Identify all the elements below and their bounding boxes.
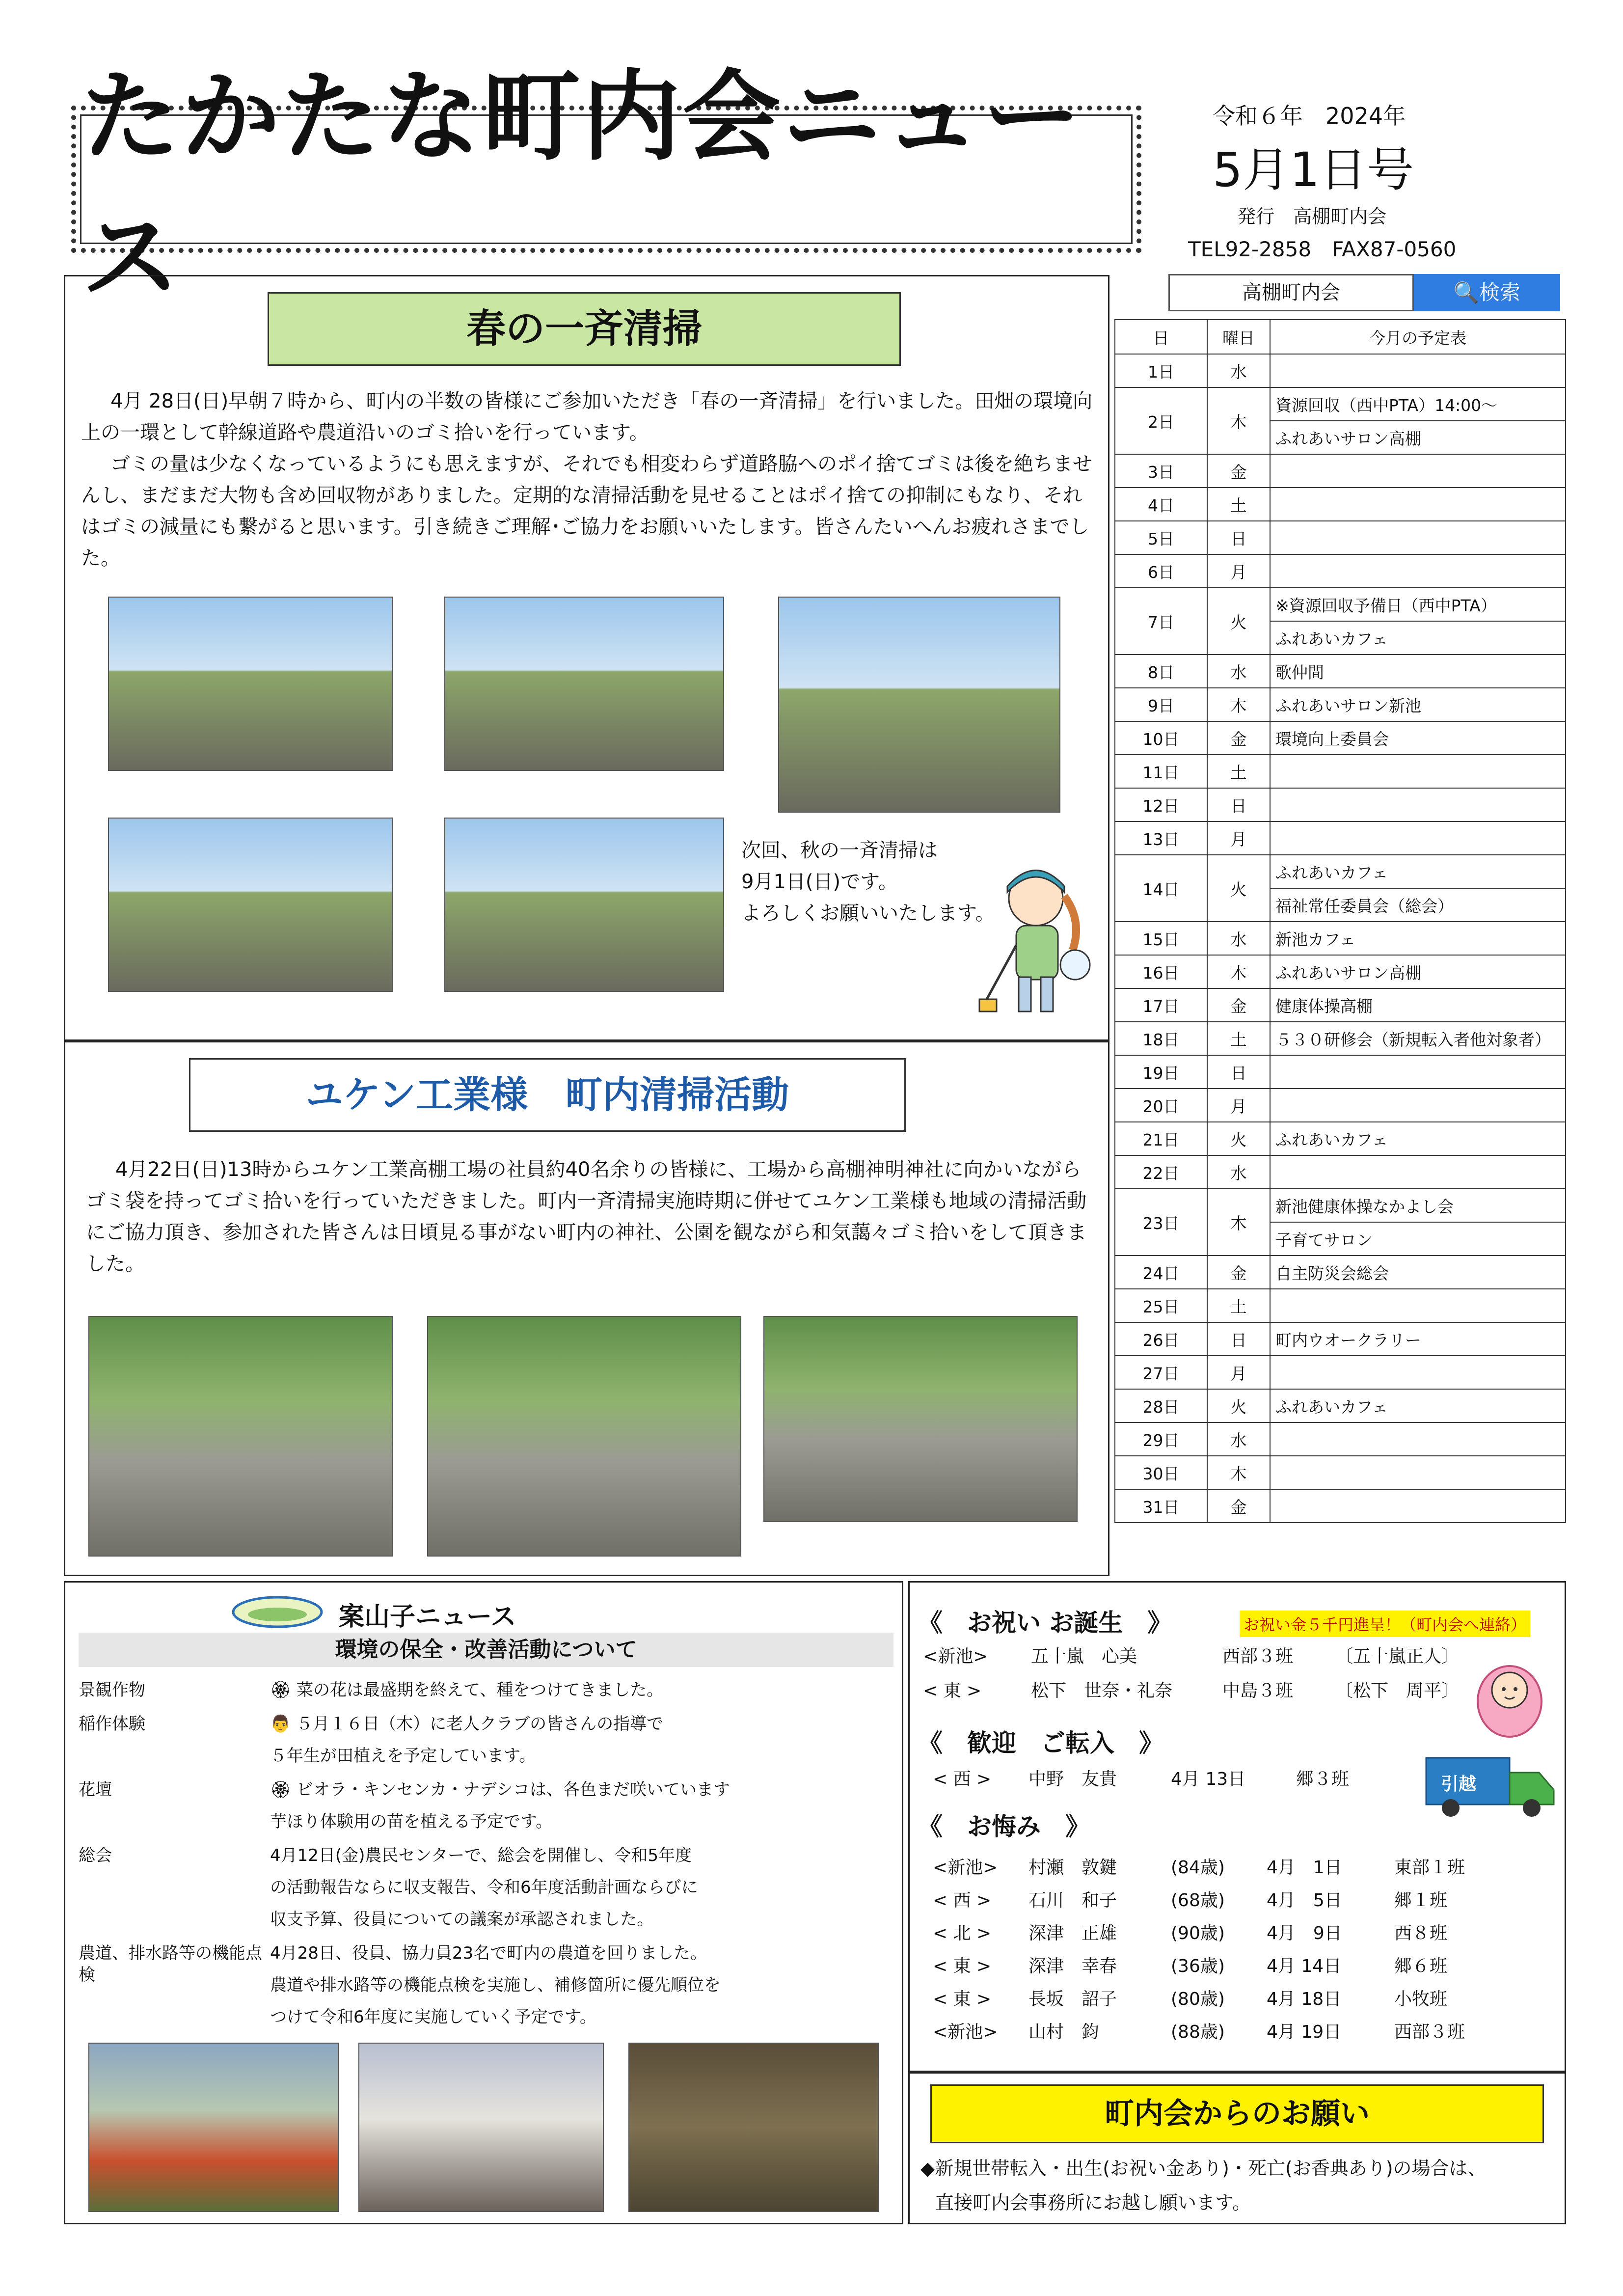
condolence-name: 深津 正雄 — [1028, 1923, 1117, 1943]
kakashi-logo-icon — [231, 1595, 324, 1629]
schedule-row — [1115, 1055, 1566, 1089]
schedule-row — [1115, 1256, 1566, 1289]
celebration-group: 中島３班 — [1222, 1681, 1294, 1701]
photo-cleanup-4 — [108, 818, 393, 992]
condolence-age: (90歳) — [1171, 1923, 1225, 1943]
condolence-date: 4月 19日 — [1267, 2022, 1342, 2042]
condolence-area: <新池> — [933, 2022, 998, 2042]
schedule-day: 19日 — [1115, 1055, 1207, 1089]
kakashi-item-line: 芋ほり体験用の苗を植える予定です。 — [270, 1812, 553, 1831]
condolence-name: 石川 和子 — [1028, 1890, 1117, 1911]
schedule-row — [1115, 955, 1566, 988]
condolence-group: 小牧班 — [1394, 1989, 1448, 2009]
kakashi-item-line: 収支予算、役員についての議案が承認されました。 — [270, 1910, 654, 1929]
schedule-event: 資源回収（西中PTA）14:00～ — [1270, 387, 1566, 421]
celebration-name: 五十嵐 心美 — [1031, 1646, 1137, 1667]
celebration-parent: 〔五十嵐正人〕 — [1335, 1646, 1460, 1667]
schedule-dow: 金 — [1207, 988, 1270, 1022]
schedule-day: 22日 — [1115, 1155, 1207, 1189]
schedule-day: 20日 — [1115, 1089, 1207, 1122]
schedule-row — [1115, 1155, 1566, 1189]
schedule-row — [1115, 688, 1566, 721]
condolence-group: 郷１班 — [1394, 1890, 1448, 1911]
cleaning-girl-illustration — [977, 852, 1105, 1029]
yuken-title: ユケン工業様 町内清掃活動 — [189, 1058, 906, 1132]
search-input[interactable]: 高棚町内会 — [1168, 274, 1414, 311]
photo-cleanup-3 — [778, 597, 1060, 813]
schedule-row — [1115, 1489, 1566, 1523]
schedule-event — [1270, 488, 1566, 521]
welcome-group: 郷３班 — [1296, 1769, 1350, 1789]
schedule-row — [1115, 454, 1566, 488]
schedule-row — [1115, 1322, 1566, 1356]
photo-yuken-1 — [88, 1316, 393, 1557]
condolence-title: 《 お悔み 》 — [918, 1812, 1090, 1841]
condolence-age: (88歳) — [1171, 2022, 1225, 2042]
schedule-event: 子育てサロン — [1270, 1222, 1566, 1256]
kakashi-item-line: 農道や排水路等の機能点検を実施し、補修箇所に優先順位を — [270, 1975, 721, 1995]
schedule-day: 24日 — [1115, 1256, 1207, 1289]
kakashi-item-label: 景観作物 — [79, 1680, 145, 1700]
celebration-parent: 〔松下 周平〕 — [1335, 1681, 1460, 1701]
page-title: たかたな町内会ニュース — [81, 60, 1083, 315]
schedule-dow: 木 — [1207, 387, 1270, 454]
next-cleanup-line-3: よろしくお願いいたします。 — [741, 902, 995, 925]
schedule-day: 17日 — [1115, 988, 1207, 1022]
welcome-name: 中野 友貴 — [1028, 1769, 1117, 1789]
schedule-day: 27日 — [1115, 1356, 1207, 1389]
welcome-title: 《 歓迎 ご転入 》 — [918, 1729, 1163, 1757]
schedule-dow: 月 — [1207, 1089, 1270, 1122]
schedule-row — [1115, 1356, 1566, 1389]
schedule-dow: 火 — [1207, 588, 1270, 655]
schedule-dow: 土 — [1207, 755, 1270, 788]
schedule-event — [1270, 1055, 1566, 1089]
schedule-event — [1270, 1489, 1566, 1523]
schedule-header-day: 日 — [1115, 320, 1207, 354]
condolence-date: 4月 9日 — [1267, 1923, 1342, 1943]
schedule-dow: 水 — [1207, 354, 1270, 387]
schedule-day: 18日 — [1115, 1022, 1207, 1055]
schedule-dow: 火 — [1207, 1389, 1270, 1422]
schedule-event: ふれあいサロン新池 — [1270, 688, 1566, 721]
schedule-event: ふれあいカフェ — [1270, 621, 1566, 655]
condolence-age: (36歳) — [1171, 1956, 1225, 1976]
condolence-date: 4月 14日 — [1267, 1956, 1342, 1976]
schedule-dow: 日 — [1207, 788, 1270, 821]
moving-truck-label: 引越 — [1441, 1774, 1477, 1794]
yuken-body — [86, 1154, 1097, 1280]
schedule-event — [1270, 354, 1566, 387]
kakashi-subtitle: 環境の保全・改善活動について — [79, 1633, 893, 1667]
schedule-event — [1270, 1456, 1566, 1489]
schedule-day: 3日 — [1115, 454, 1207, 488]
schedule-dow: 金 — [1207, 721, 1270, 755]
schedule-dow: 水 — [1207, 655, 1270, 688]
schedule-event — [1270, 1155, 1566, 1189]
condolence-age: (80歳) — [1171, 1989, 1225, 2009]
schedule-row — [1115, 554, 1566, 588]
schedule-event: 自主防災会総会 — [1270, 1256, 1566, 1289]
schedule-event: 新池カフェ — [1270, 922, 1566, 955]
schedule-day: 29日 — [1115, 1422, 1207, 1456]
kakashi-title: 案山子ニュース — [339, 1602, 516, 1632]
schedule-row — [1115, 1289, 1566, 1322]
kakashi-item — [79, 1674, 893, 1706]
schedule-row — [1115, 1422, 1566, 1456]
condolence-age: (84歳) — [1171, 1858, 1225, 1878]
schedule-event: ふれあいサロン高棚 — [1270, 955, 1566, 988]
publisher: 発行 高棚町内会 — [1237, 206, 1387, 227]
schedule-row — [1115, 387, 1566, 421]
schedule-row — [1115, 1389, 1566, 1422]
condolence-name: 村瀬 敦鍵 — [1028, 1858, 1117, 1878]
photo-yuken-3 — [763, 1316, 1078, 1522]
kakashi-item-line: 👨 ５月１６日（木）に老人クラブの皆さんの指導で — [270, 1714, 664, 1734]
schedule-day: 1日 — [1115, 354, 1207, 387]
schedule-dow: 土 — [1207, 1022, 1270, 1055]
schedule-event — [1270, 1089, 1566, 1122]
condolence-name: 長坂 詔子 — [1028, 1989, 1117, 2009]
condolence-group: 西８班 — [1394, 1923, 1448, 1943]
schedule-event: ※資源回収予備日（西中PTA） — [1270, 588, 1566, 621]
schedule-day: 14日 — [1115, 855, 1207, 922]
kakashi-item-line: 4月28日、役員、協力員23名で町内の農道を回りました。 — [270, 1943, 707, 1963]
spring-paragraph-1: 4月 28日(日)早朝７時から、町内の半数の皆様にご参加いただき「春の一斉清掃」を行いました。田畑の環境向上の一環として幹線道路や農道沿いのゴミ拾いを行っています。 — [81, 390, 1093, 444]
schedule-dow: 水 — [1207, 1155, 1270, 1189]
kakashi-item-line: の活動報告ならに収支報告、令和6年度活動計画ならびに — [270, 1878, 698, 1897]
schedule-row — [1115, 922, 1566, 955]
schedule-dow: 木 — [1207, 1456, 1270, 1489]
baby-illustration — [1473, 1655, 1546, 1738]
schedule-dow: 土 — [1207, 1289, 1270, 1322]
kakashi-item — [79, 1938, 893, 2033]
kakashi-item — [79, 1774, 893, 1838]
kakashi-item-label: 総会 — [79, 1846, 112, 1865]
photo-cleanup-1 — [108, 597, 393, 771]
condolence-area: <新池> — [933, 1858, 998, 1878]
celebration-note: お祝い金５千円進呈！（町内会へ連絡） — [1240, 1611, 1530, 1637]
kakashi-item-line: 🏵 菜の花は最盛期を終えて、種をつけてきました。 — [270, 1680, 664, 1700]
schedule-event: 福祉常任委員会（総会） — [1270, 888, 1566, 922]
schedule-dow: 月 — [1207, 1356, 1270, 1389]
schedule-event: 環境向上委員会 — [1270, 721, 1566, 755]
schedule-event: ふれあいカフェ — [1270, 1389, 1566, 1422]
schedule-day: 11日 — [1115, 755, 1207, 788]
schedule-day: 12日 — [1115, 788, 1207, 821]
spring-cleanup-title: 春の一斉清掃 — [268, 292, 901, 366]
celebration-area: <新池> — [923, 1646, 988, 1667]
next-cleanup-line-1: 次回、秋の一斉清掃は — [741, 839, 938, 862]
schedule-dow: 木 — [1207, 688, 1270, 721]
schedule-day: 4日 — [1115, 488, 1207, 521]
schedule-row — [1115, 354, 1566, 387]
request-line-1: ◆新規世帯転入・出生(お祝い金あり)・死亡(お香典あり)の場合は、 — [920, 2158, 1487, 2179]
request-line-2: 直接町内会事務所にお越し願います。 — [935, 2192, 1251, 2214]
masthead — [71, 60, 1141, 315]
schedule-day: 26日 — [1115, 1322, 1207, 1356]
welcome-area: < 西 > — [933, 1769, 992, 1789]
celebration-area: < 東 > — [923, 1681, 982, 1701]
schedule-dow: 日 — [1207, 1322, 1270, 1356]
condolence-date: 4月 18日 — [1267, 1989, 1342, 2009]
kakashi-item-label: 花壇 — [79, 1780, 112, 1800]
schedule-dow: 木 — [1207, 1189, 1270, 1256]
schedule-dow: 金 — [1207, 1256, 1270, 1289]
welcome-date: 4月 13日 — [1171, 1769, 1246, 1789]
kakashi-item — [79, 1840, 893, 1936]
schedule-event — [1270, 755, 1566, 788]
schedule-event: 町内ウオークラリー — [1270, 1322, 1566, 1356]
photo-yuken-2 — [427, 1316, 741, 1557]
schedule-dow: 日 — [1207, 1055, 1270, 1089]
schedule-row — [1115, 1189, 1566, 1222]
condolence-name: 山村 鈞 — [1028, 2022, 1100, 2042]
kakashi-item-line: 🏵 ビオラ・キンセンカ・ナデシコは、各色まだ咲いています — [270, 1780, 730, 1800]
photo-kakashi-2 — [358, 2043, 604, 2212]
schedule-event: 健康体操高棚 — [1270, 988, 1566, 1022]
schedule-event — [1270, 554, 1566, 588]
schedule-day: 15日 — [1115, 922, 1207, 955]
next-cleanup-line-2: 9月1日(日)です。 — [741, 871, 898, 893]
schedule-event: ふれあいカフェ — [1270, 855, 1566, 888]
schedule-row — [1115, 1022, 1566, 1055]
schedule-dow: 金 — [1207, 1489, 1270, 1523]
schedule-dow: 火 — [1207, 855, 1270, 922]
kakashi-item — [79, 1708, 893, 1772]
condolence-name: 深津 幸春 — [1028, 1956, 1117, 1976]
schedule-event — [1270, 521, 1566, 554]
photo-kakashi-1 — [88, 2043, 339, 2212]
schedule-day: 13日 — [1115, 821, 1207, 855]
schedule-header-row — [1115, 320, 1566, 354]
condolence-group: 東部１班 — [1394, 1858, 1465, 1878]
condolence-date: 4月 5日 — [1267, 1890, 1342, 1911]
celebration-name: 松下 世奈・礼奈 — [1031, 1681, 1173, 1701]
schedule-day: 25日 — [1115, 1289, 1207, 1322]
search-icon: 🔍 — [1453, 280, 1480, 304]
schedule-day: 21日 — [1115, 1122, 1207, 1155]
schedule-event: 歌仲間 — [1270, 655, 1566, 688]
schedule-row — [1115, 755, 1566, 788]
schedule-dow: 木 — [1207, 955, 1270, 988]
schedule-event — [1270, 1422, 1566, 1456]
schedule-event — [1270, 821, 1566, 855]
condolence-date: 4月 1日 — [1267, 1858, 1342, 1878]
schedule-event: ふれあいカフェ — [1270, 1122, 1566, 1155]
kakashi-item-label: 農道、排水路等の機能点検 — [79, 1943, 262, 1985]
schedule-row — [1115, 1456, 1566, 1489]
schedule-dow: 水 — [1207, 1422, 1270, 1456]
condolence-group: 西部３班 — [1394, 2022, 1465, 2042]
schedule-event — [1270, 454, 1566, 488]
spring-paragraph-2: ゴミの量は少なくなっているようにも思えますが、それでも相変わらず道路脇へのポイ捨てゴミは後を絶ちませんし、まだまだ大物も含め回収物がありました。定期的な清掃活動を見せることはポイ捨ての抑制にもなり、それはゴミの減量にも繋がると思います。引き続きご理解･ご協力をお願いいたします。皆さんたいへんお疲れさまでした。 — [81, 453, 1092, 570]
issue-era: 令和６年 2024年 — [1213, 103, 1406, 129]
schedule-day: 28日 — [1115, 1389, 1207, 1422]
schedule-row — [1115, 1089, 1566, 1122]
condolence-area: < 東 > — [933, 1956, 992, 1976]
search-button-label: 検索 — [1479, 280, 1521, 304]
kakashi-item-label: 稲作体験 — [79, 1714, 145, 1734]
schedule-row — [1115, 588, 1566, 621]
spring-cleanup-body — [81, 385, 1097, 574]
schedule-row — [1115, 488, 1566, 521]
schedule-day: 6日 — [1115, 554, 1207, 588]
schedule-day: 9日 — [1115, 688, 1207, 721]
schedule-header-dow: 曜日 — [1207, 320, 1270, 354]
photo-kakashi-3 — [628, 2043, 879, 2212]
contact: TEL92-2858 FAX87-0560 — [1188, 237, 1457, 261]
schedule-event: 新池健康体操なかよし会 — [1270, 1189, 1566, 1222]
schedule-event — [1270, 1289, 1566, 1322]
kakashi-items — [79, 1674, 893, 2035]
celebration-group: 西部３班 — [1222, 1646, 1294, 1667]
search-button[interactable] — [1414, 274, 1560, 311]
schedule-dow: 日 — [1207, 521, 1270, 554]
condolence-area: < 西 > — [933, 1890, 992, 1911]
kakashi-item-line: ５年生が田植えを予定しています。 — [270, 1746, 536, 1766]
schedule-dow: 金 — [1207, 454, 1270, 488]
issue-number: 5月1日号 — [1213, 142, 1414, 197]
kakashi-item-line: つけて令和6年度に実施していく予定です。 — [270, 2007, 596, 2027]
schedule-day: 2日 — [1115, 387, 1207, 454]
schedule-row — [1115, 988, 1566, 1022]
next-cleanup-note — [741, 835, 995, 929]
schedule-event: ふれあいサロン高棚 — [1270, 421, 1566, 454]
schedule-dow: 火 — [1207, 1122, 1270, 1155]
schedule-day: 5日 — [1115, 521, 1207, 554]
photo-cleanup-5 — [444, 818, 724, 992]
schedule-row — [1115, 855, 1566, 888]
schedule-row — [1115, 1122, 1566, 1155]
schedule-body — [1115, 354, 1566, 1523]
schedule-row — [1115, 655, 1566, 688]
schedule-day: 23日 — [1115, 1189, 1207, 1256]
schedule-event — [1270, 788, 1566, 821]
condolence-area: < 北 > — [933, 1923, 992, 1943]
schedule-day: 30日 — [1115, 1456, 1207, 1489]
schedule-header-events: 今月の予定表 — [1270, 320, 1566, 354]
schedule-row — [1115, 821, 1566, 855]
celebration-title: 《 お祝い お誕生 》 — [918, 1609, 1172, 1637]
schedule-row — [1115, 721, 1566, 755]
schedule-dow: 月 — [1207, 554, 1270, 588]
yuken-paragraph: 4月22日(日)13時からユケン工業高棚工場の社員約40名余りの皆様に、工場から高棚神明神社に向かいながらゴミ袋を持ってゴミ拾いを行っていただきました。町内一斉清掃実施時期に併せてユケン工業様も地域の清掃活動にご協力頂き、参加された皆さんは日頃見る事がない町内の神社、公園を観ながら和気藹々ゴミ拾いをして頂きました。 — [86, 1158, 1087, 1275]
condolence-group: 郷６班 — [1394, 1956, 1448, 1976]
schedule-day: 8日 — [1115, 655, 1207, 688]
schedule-dow: 月 — [1207, 821, 1270, 855]
schedule-table — [1114, 319, 1566, 1523]
schedule-row — [1115, 521, 1566, 554]
schedule-dow: 土 — [1207, 488, 1270, 521]
schedule-event: ５３０研修会（新規転入者他対象者） — [1270, 1022, 1566, 1055]
schedule-day: 7日 — [1115, 588, 1207, 655]
condolence-age: (68歳) — [1171, 1890, 1225, 1911]
schedule-day: 31日 — [1115, 1489, 1207, 1523]
schedule-row — [1115, 788, 1566, 821]
kakashi-item-line: 4月12日(金)農民センターで、総会を開催し、令和5年度 — [270, 1846, 692, 1865]
schedule-day: 10日 — [1115, 721, 1207, 755]
request-title: 町内会からのお願い — [930, 2084, 1544, 2143]
schedule-event — [1270, 1356, 1566, 1389]
condolence-area: < 東 > — [933, 1989, 992, 2009]
schedule-day: 16日 — [1115, 955, 1207, 988]
schedule-dow: 水 — [1207, 922, 1270, 955]
photo-cleanup-2 — [444, 597, 724, 771]
